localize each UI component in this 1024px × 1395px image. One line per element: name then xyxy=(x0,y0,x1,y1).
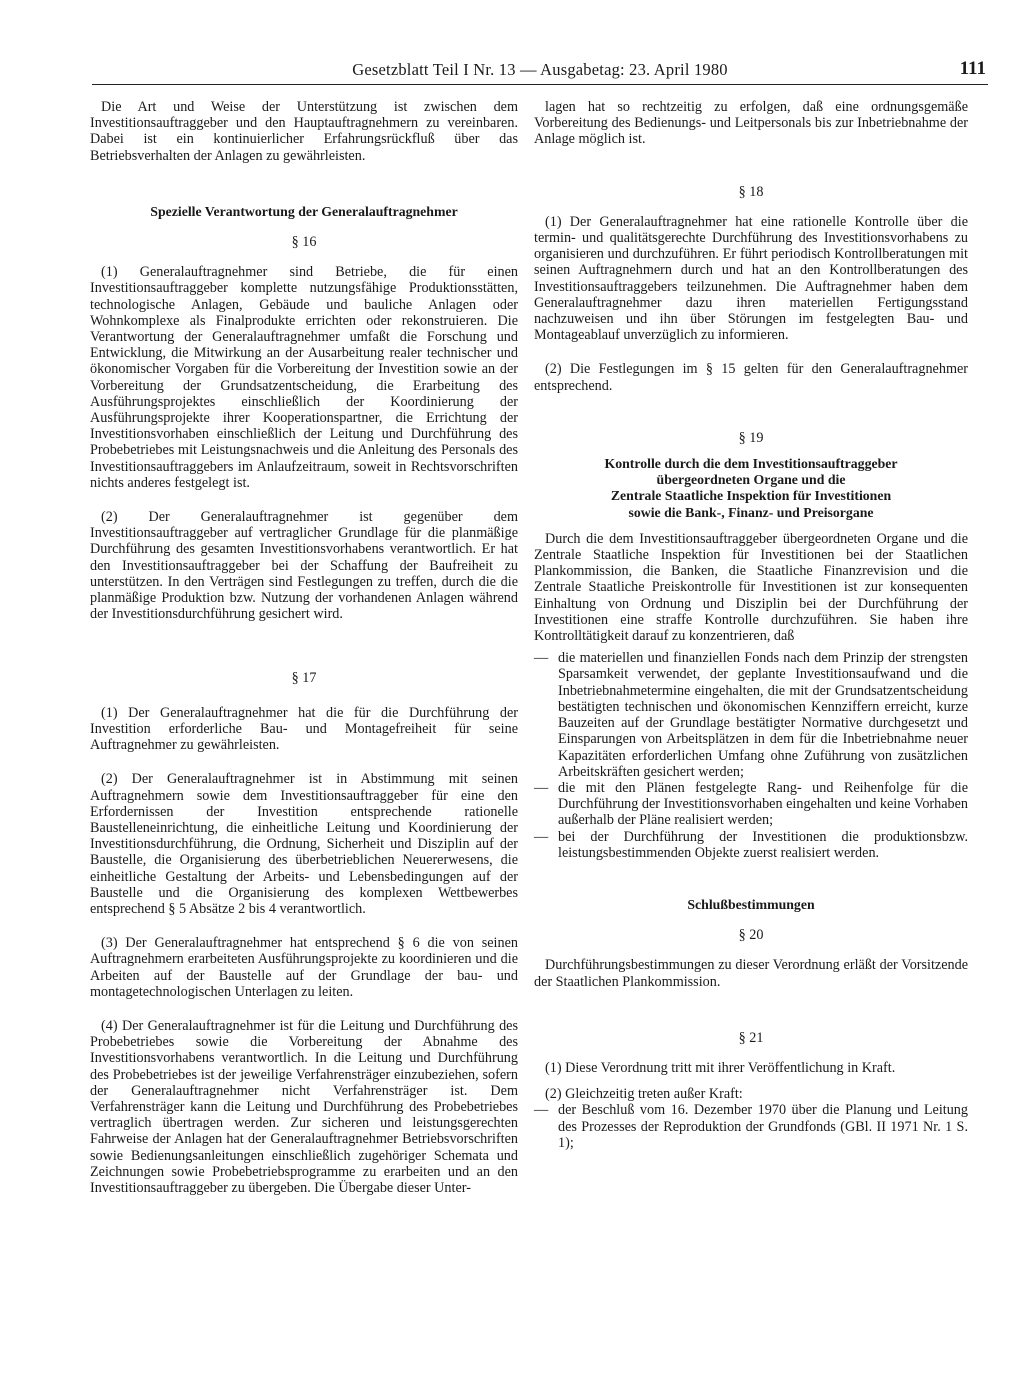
section-21-list xyxy=(534,1102,968,1151)
section-17-title: § 17 xyxy=(291,670,317,687)
list-item: — die mit den Plänen festgelegte Rang- und Reihenfolge für die Durchführung der Investitionsvorhaben eingehalten und keine Vorhaben außerhalb der Pläne realisiert werden; xyxy=(534,780,968,829)
section-19-list xyxy=(534,650,968,861)
section-20-title: § 20 xyxy=(738,927,764,944)
section-16-paragraph-1: (1) Generalauftragnehmer sind Betriebe, die für einen Investitionsauftraggeber komplette nutzungsfähige Produktionsstätten, technologische Anlagen, Gebäude und bauliche Anlagen oder Wohnkomplexe als Finalprodukte errichten oder rekonstruieren. Die Verantwortung der Generalauftragnehmer umfaßt die Forschung und Entwicklung, die Mitwirkung an der Ausarbeitung realer technischer und ökonomischer Vorgaben für die Vorbereitung der Investition sowie an der Vorbereitung der Grundsatzentscheidung, die Erarbeitung des Ausführungsprojektes einschließlich der Koordinierung der Ausführungsprojekte ihrer Kooperationspartner, die Errichtung der Investitionsvorhaben einschließlich der Leitung und Durchführung des Probebetriebes mit Leistungsnachweis und die Anleitung des Personals des Investitionsauftraggebers im Anlaufzeitraum, soweit in Rechtsvorschriften nichts anderes festgelegt ist. xyxy=(90,264,518,491)
section-19-heading-line-4: sowie die Bank-, Finanz- und Preisorgane xyxy=(628,504,874,520)
section-17-paragraph-4: (4) Der Generalauftragnehmer ist für die Leitung und Durchführung des Probebetriebes sowie die Vorbereitung der Abnahme des Investitionsvorhabens verantwortlich. In die Leitung und Durchführung des Probebetriebes ist der jeweilige Verfahrensträger einzubeziehen, sofern der Generalauftragnehmer nicht Verfahrensträger ist. Dem Verfahrensträger kann die Leitung und Durchführung des Probebetriebes vertraglich übertragen werden. Zur sicheren und leistungsgerechten Fahrweise der Anlagen hat der Generalauftragnehmer Betriebsvorschriften sowie Bedienungsanleitungen einschließlich zugehöriger Schemata und Zeichnungen sowie Probebetriebsprogramme zu erarbeiten und an den Investitionsauftraggeber zu übergeben. Die Übergabe dieser Unter- xyxy=(90,1017,518,1196)
header-title: Gesetzblatt Teil I Nr. 13 — Ausgabetag: 23. April 1980 xyxy=(352,60,728,79)
section-17-paragraph-1: (1) Der Generalauftragnehmer hat die für die Durchführung der Investition erforderliche Bau- und Montagefreiheit für seine Auftragnehmer zu gewährleisten. xyxy=(90,704,518,754)
section-16-title: § 16 xyxy=(291,234,317,251)
section-20-paragraph-1: Durchführungsbestimmungen zu dieser Verordnung erläßt der Vorsitzende der Staatlichen Plankommission. xyxy=(534,957,968,990)
section-21-paragraph-1: (1) Diese Verordnung tritt mit ihrer Veröffentlichung in Kraft. xyxy=(545,1059,896,1076)
list-item: — der Beschluß vom 16. Dezember 1970 über die Planung und Leitung des Prozesses der Reproduktion der Grundfonds (GBl. II 1971 Nr. 1 S. 1); xyxy=(534,1102,968,1151)
section-17-paragraph-2: (2) Der Generalauftragnehmer ist in Abstimmung mit seinen Auftragnehmern sowie dem Investitionsauftraggeber für eine den Erfordernissen der Investition entsprechende rationelle Baustelleneinrichtung, die einheitliche Leitung und Koordinierung der Investitionsdurchführung, die Ordnung, Sicherheit und Disziplin auf der Baustelle, die Organisierung des überbetrieblichen Neuererwesens, die einheitliche Gestaltung der Arbeits- und Lebensbedingungen auf der Baustelle und die Organisierung des komplexen Wettbewerbes entsprechend § 5 Absätze 2 bis 4 verantwortlich. xyxy=(90,771,518,917)
section-19-heading xyxy=(534,456,968,521)
section-19-heading-line-2: übergeordneten Organe und die xyxy=(656,472,846,488)
section-19-title: § 19 xyxy=(738,429,764,446)
page-number: 111 xyxy=(959,58,986,79)
section-18-paragraph-1: (1) Der Generalauftragnehmer hat eine rationelle Kontrolle über die termin- und qualitätsgerechte Durchführung des Investitionsvorhabens zu organisieren und durchzuführen. Er führt periodisch Kontrollberatungen mit seinen Auftragnehmern durch und hat an den Kontrollberatungen des Investitionsauftraggebers teilzunehmen. Die Auftragnehmer haben dem Generalauftragnehmer dazu ihren materiellen Fertigungsstand nachzuweisen und ihn über Störungen im festgelegten Bau- und Montageablauf unverzüglich zu informieren. xyxy=(534,213,968,344)
page-header xyxy=(92,58,988,85)
section-21-paragraph-2: (2) Gleichzeitig treten außer Kraft: xyxy=(545,1086,743,1103)
section-16-paragraph-2: (2) Der Generalauftragnehmer ist gegenüber dem Investitionsauftraggeber auf vertraglicher Grundlage für die planmäßige Durchführung des gesamten Investitionsvorhabens verantwortlich. Er hat den Investitionsauftraggeber bei der Schaffung der Baufreiheit zu unterstützen. In den Verträgen sind Festlegungen zu treffen, durch die die planmäßige Produktion bzw. Nutzung der vorhandenen Anlagen während der Investitionsdurchführung gesichert wird. xyxy=(90,509,518,623)
section-heading-final: Schlußbestimmungen xyxy=(687,896,815,912)
intro-paragraph: Die Art und Weise der Unterstützung ist zwischen dem Investitionsauftraggeber und den Hauptauftragnehmern zu vereinbaren. Dabei ist ein kontinuierlicher Erfahrungsrückfluß über das Betriebsverhalten der Anlagen zu gewährleisten. xyxy=(90,99,518,164)
left-column xyxy=(90,99,518,1196)
section-17-paragraph-3: (3) Der Generalauftragnehmer hat entsprechend § 6 die von seinen Auftragnehmern erarbeiteten Ausführungsprojekte zu koordinieren und die Arbeiten auf der Baustelle auf der Grundlage der bau- und montagetechnologischen Unterlagen zu leiten. xyxy=(90,935,518,1000)
continuation-paragraph: lagen hat so rechtzeitig zu erfolgen, daß eine ordnungsgemäße Vorbereitung des Bedienungs- und Leitpersonals bis zur Inbetriebnahme der Anlage möglich ist. xyxy=(534,99,968,148)
section-heading-special: Spezielle Verantwortung der Generalauftragnehmer xyxy=(150,203,458,219)
section-18-title: § 18 xyxy=(738,183,764,200)
section-19-heading-line-3: Zentrale Staatliche Inspektion für Investitionen xyxy=(610,488,892,504)
list-item: — die materiellen und finanziellen Fonds nach dem Prinzip der strengsten Sparsamkeit verwendet, der geplante Investitionsaufwand und die Inbetriebnahmetermine eingehalten, die mit der Grundsatzentscheidung bestätigten technischen und ökonomischen Kennziffern erreicht, kurze Bauzeiten auf der Grundlage bestätigter Normative durchgesetzt und Einsparungen von Arbeitsplätzen in dem für die Inbetriebnahme neuer Kapazitäten erforderlichen Umfang ohne Zuführung von zusätzlichen Arbeitskräften gesichert werden; xyxy=(534,650,968,780)
section-19-paragraph-1: Durch die dem Investitionsauftraggeber übergeordneten Organe und die Zentrale Staatliche Inspektion für Investitionen bei der Staatlichen Plankommission, die Banken, die Staatliche Finanzrevision und die Zentrale Staatliche Preiskontrolle für Investitionen ist zur konsequenten Einhaltung von Ordnung und Disziplin bei der Durchführung der Investitionen eine straffe Kontrolle durchzuführen. Sie haben ihre Kontrolltätigkeit darauf zu konzentrieren, daß xyxy=(534,530,968,645)
right-column xyxy=(534,99,968,1151)
section-19-heading-line-1: Kontrolle durch die dem Investitionsauftraggeber xyxy=(604,456,898,472)
list-item: — bei der Durchführung der Investitionen die produktionsbzw. leistungsbestimmenden Objekte zuerst realisiert werden. xyxy=(534,829,968,861)
section-18-paragraph-2: (2) Die Festlegungen im § 15 gelten für den Generalauftragnehmer entsprechend. xyxy=(534,361,968,394)
section-21-title: § 21 xyxy=(738,1029,764,1046)
